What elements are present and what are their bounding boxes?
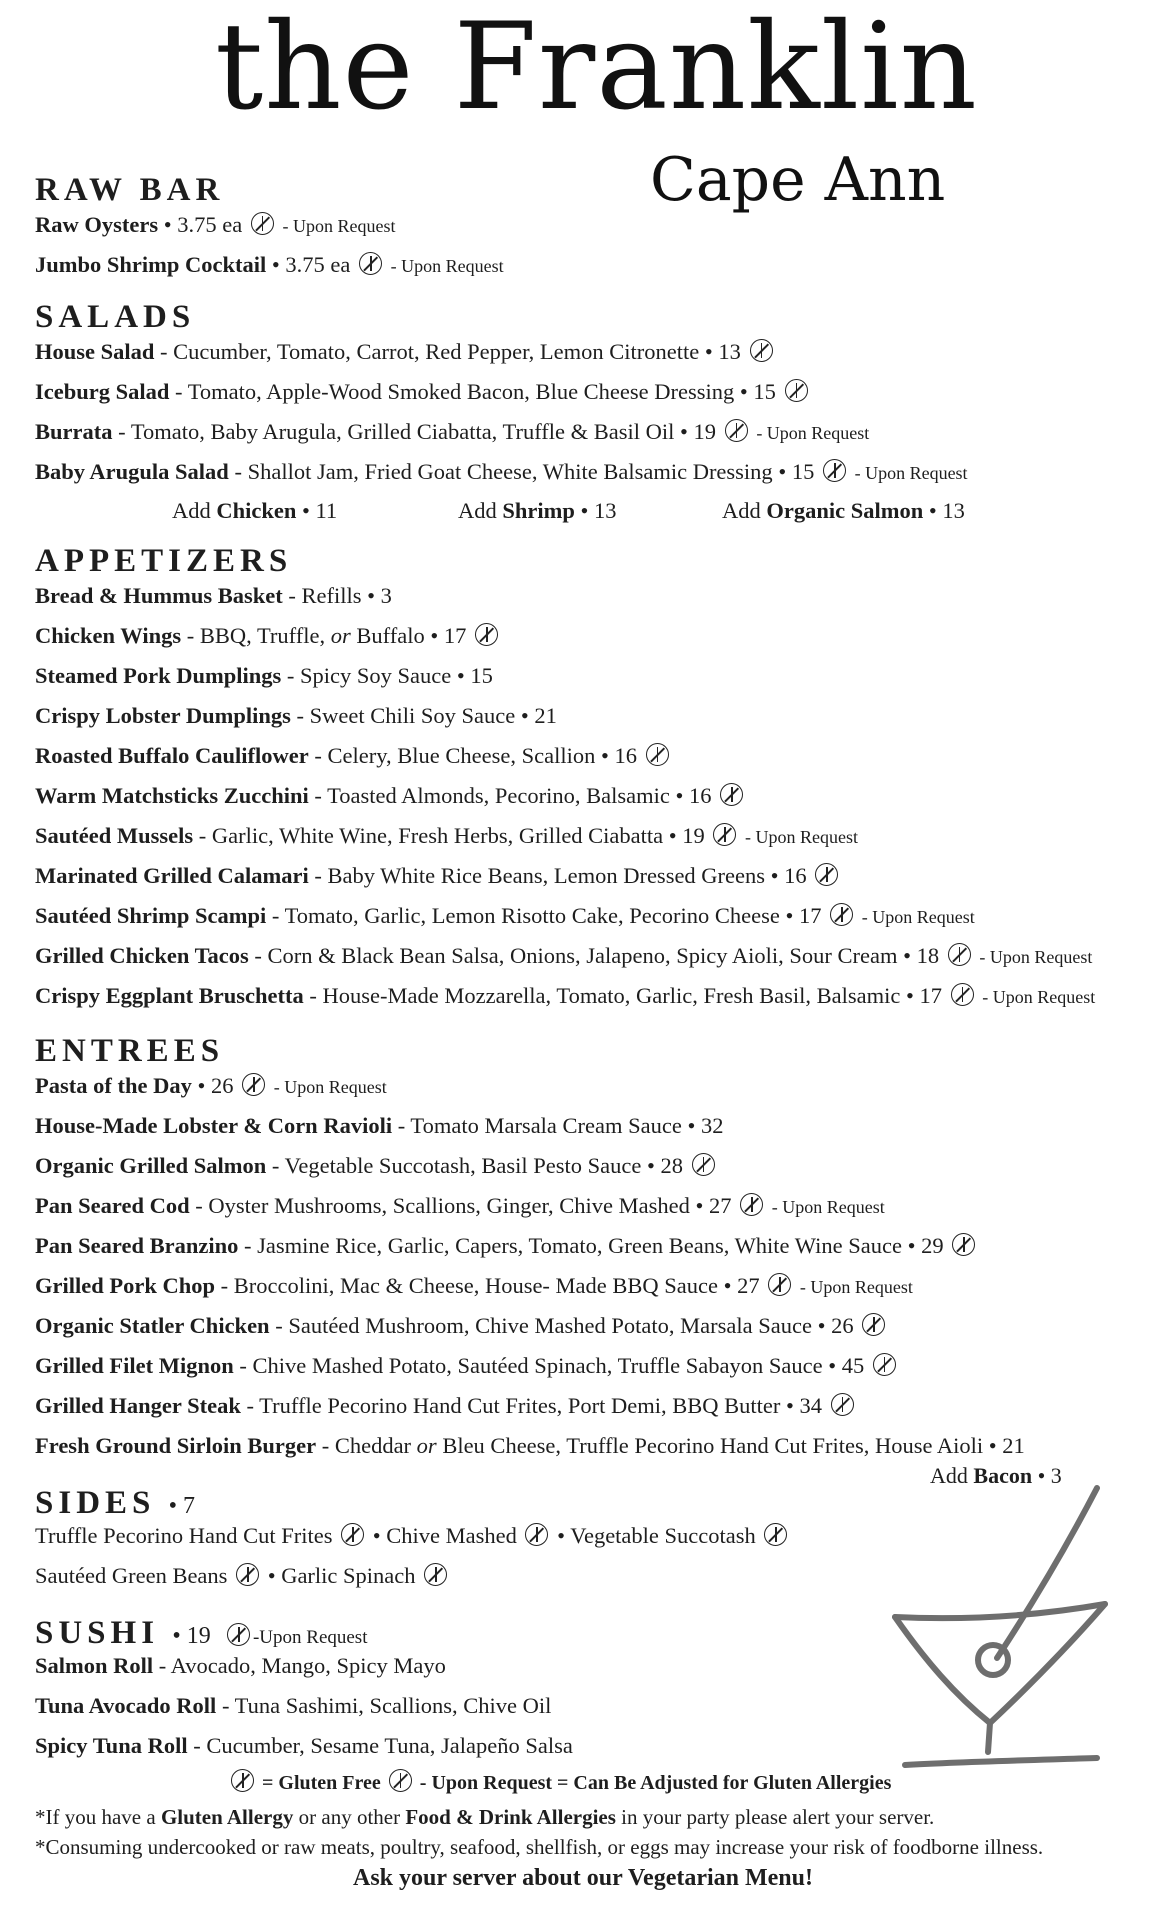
item-name: Grilled Hanger Steak bbox=[35, 1393, 241, 1418]
menu-item bbox=[35, 782, 746, 809]
item-desc: - Refills bbox=[282, 583, 362, 608]
item-price: • 13 bbox=[699, 339, 741, 364]
side-item: • Garlic Spinach bbox=[267, 1563, 416, 1588]
item-desc: - Sweet Chili Soy Sauce bbox=[290, 703, 516, 728]
item-desc-after: Buffalo bbox=[350, 623, 425, 648]
item-price: • 21 bbox=[515, 703, 557, 728]
item-price: • 32 bbox=[681, 1113, 724, 1138]
item-desc: - Vegetable Succotash, Basil Pesto Sauce bbox=[266, 1153, 642, 1178]
allergy-text: or any other bbox=[293, 1805, 406, 1829]
item-name: Grilled Pork Chop bbox=[35, 1273, 216, 1298]
item-name: House-Made Lobster & Corn Ravioli bbox=[35, 1113, 393, 1138]
addon-pre: Add bbox=[172, 498, 217, 523]
sides-line bbox=[35, 1562, 450, 1589]
item-name: Iceburg Salad bbox=[35, 379, 170, 404]
item-desc: - Broccolini, Mac & Cheese, House- Made BBQ Sauce bbox=[215, 1273, 719, 1298]
menu-item bbox=[35, 582, 392, 609]
gluten-free-icon bbox=[475, 623, 498, 646]
item-desc: - Tomato, Garlic, Lemon Risotto Cake, Pecorino Cheese bbox=[266, 903, 780, 928]
addon-name: Chicken bbox=[216, 498, 297, 523]
menu-item bbox=[35, 622, 501, 649]
item-price: • 29 bbox=[901, 1233, 944, 1258]
gluten-free-icon bbox=[646, 743, 669, 766]
item-name: Crispy Eggplant Bruschetta bbox=[35, 983, 304, 1008]
sushi-price: • 19 bbox=[172, 1623, 211, 1649]
item-name: Bread & Hummus Basket bbox=[35, 583, 283, 608]
item-name: Marinated Grilled Calamari bbox=[35, 863, 309, 888]
menu-item bbox=[35, 211, 395, 238]
item-note: - Upon Request bbox=[799, 1277, 913, 1297]
item-desc: - Avocado, Mango, Spicy Mayo bbox=[153, 1653, 446, 1678]
side-item: • Vegetable Succotash bbox=[557, 1523, 756, 1548]
item-name: Steamed Pork Dumplings bbox=[35, 663, 282, 688]
item-price: • 17 bbox=[900, 983, 943, 1008]
gluten-free-icon bbox=[424, 1563, 447, 1586]
side-item: Sautéed Green Beans bbox=[35, 1563, 228, 1588]
addon-price: • 13 bbox=[923, 498, 965, 523]
addon-name: Organic Salmon bbox=[766, 498, 924, 523]
item-name: Chicken Wings bbox=[35, 623, 182, 648]
item-note: - Upon Request bbox=[282, 216, 396, 236]
gluten-free-icon bbox=[227, 1623, 250, 1646]
item-price: • 17 bbox=[424, 623, 467, 648]
item-price: • 3.75 ea bbox=[266, 252, 351, 277]
menu-item bbox=[35, 662, 493, 689]
addon-price: • 11 bbox=[296, 498, 338, 523]
item-desc: - Jasmine Rice, Garlic, Capers, Tomato, Green Beans, White Wine Sauce bbox=[238, 1233, 902, 1258]
menu-item bbox=[35, 1152, 718, 1179]
gluten-free-icon bbox=[952, 1233, 975, 1256]
legend-gf: = Gluten Free bbox=[262, 1772, 381, 1794]
item-desc: - Cucumber, Sesame Tuna, Jalapeño Salsa bbox=[187, 1733, 573, 1758]
item-price: • 21 bbox=[983, 1433, 1025, 1458]
gluten-free-icon bbox=[862, 1313, 885, 1336]
item-name: Fresh Ground Sirloin Burger bbox=[35, 1433, 317, 1458]
sides-heading-text: SIDES bbox=[35, 1485, 156, 1521]
salad-addon bbox=[722, 497, 965, 524]
item-note: - Upon Request bbox=[982, 987, 1096, 1007]
legend-request: - Upon Request = Can Be Adjusted for Gluten Allergies bbox=[419, 1772, 892, 1794]
item-name: Baby Arugula Salad bbox=[35, 459, 229, 484]
item-price: • 19 bbox=[663, 823, 705, 848]
item-desc: - Corn & Black Bean Salsa, Onions, Jalapeno, Spicy Aioli, Sour Cream bbox=[248, 943, 898, 968]
menu-item bbox=[35, 251, 504, 278]
menu-item bbox=[35, 1652, 446, 1679]
appetizers-heading: APPETIZERS bbox=[35, 543, 293, 579]
salads-heading: SALADS bbox=[35, 299, 196, 335]
item-price: • 16 bbox=[669, 783, 712, 808]
addon-name: Shrimp bbox=[502, 498, 575, 523]
menu-item bbox=[35, 1432, 1025, 1459]
item-name: Grilled Filet Mignon bbox=[35, 1353, 234, 1378]
item-note: - Upon Request bbox=[745, 827, 859, 847]
item-name: Raw Oysters bbox=[35, 212, 159, 237]
item-price: • 15 bbox=[451, 663, 493, 688]
item-price: • 27 bbox=[689, 1193, 732, 1218]
item-desc-after: Bleu Cheese, Truffle Pecorino Hand Cut Frites, House Aioli bbox=[436, 1433, 984, 1458]
item-price: • 34 bbox=[780, 1393, 823, 1418]
item-desc: - Tuna Sashimi, Scallions, Chive Oil bbox=[216, 1693, 552, 1718]
gluten-free-icon bbox=[389, 1769, 412, 1792]
item-price: • 26 bbox=[811, 1313, 854, 1338]
gluten-free-icon bbox=[341, 1523, 364, 1546]
item-name: Sautéed Mussels bbox=[35, 823, 194, 848]
item-note: - Upon Request bbox=[979, 947, 1093, 967]
menu-item bbox=[35, 822, 858, 849]
gluten-free-icon bbox=[231, 1769, 254, 1792]
gluten-free-icon bbox=[785, 379, 808, 402]
legend bbox=[228, 1769, 891, 1795]
allergy-bold: Food & Drink Allergies bbox=[405, 1805, 616, 1829]
item-price: • 18 bbox=[897, 943, 940, 968]
gluten-free-icon bbox=[830, 903, 853, 926]
menu-item bbox=[35, 338, 776, 365]
item-price: • 17 bbox=[779, 903, 822, 928]
allergy-text: in your party please alert your server. bbox=[615, 1805, 935, 1829]
menu-item bbox=[35, 902, 975, 929]
addon-pre: Add bbox=[722, 498, 767, 523]
item-desc: - Tomato, Apple-Wood Smoked Bacon, Blue Cheese Dressing bbox=[169, 379, 735, 404]
item-price: • 3 bbox=[361, 583, 392, 608]
menu-item bbox=[35, 942, 1092, 969]
item-desc-italic: or bbox=[330, 623, 351, 648]
sides-line bbox=[35, 1522, 790, 1549]
item-name: Sautéed Shrimp Scampi bbox=[35, 903, 267, 928]
menu-item bbox=[35, 378, 811, 405]
item-name: Warm Matchsticks Zucchini bbox=[35, 783, 309, 808]
raw-food-warning: *Consuming undercooked or raw meats, poultry, seafood, shellfish, or eggs may increase your risk of foodborne illness. bbox=[35, 1835, 1044, 1859]
item-name: Roasted Buffalo Cauliflower bbox=[35, 743, 309, 768]
logo-subtitle: Cape Ann bbox=[650, 145, 946, 215]
item-desc: - Shallot Jam, Fried Goat Cheese, White Balsamic Dressing bbox=[228, 459, 773, 484]
addon-name: Bacon bbox=[973, 1463, 1033, 1488]
item-desc: - Sautéed Mushroom, Chive Mashed Potato, Marsala Sauce bbox=[269, 1313, 812, 1338]
menu-item bbox=[35, 1312, 888, 1339]
gluten-free-icon bbox=[948, 943, 971, 966]
item-price: • 28 bbox=[641, 1153, 684, 1178]
menu-item bbox=[35, 1392, 857, 1419]
item-price: • 45 bbox=[822, 1353, 865, 1378]
gluten-free-icon bbox=[725, 419, 748, 442]
item-name: Organic Statler Chicken bbox=[35, 1313, 270, 1338]
side-item: Truffle Pecorino Hand Cut Frites bbox=[35, 1523, 333, 1548]
item-desc: - Tomato, Baby Arugula, Grilled Ciabatta, Truffle & Basil Oil bbox=[112, 419, 675, 444]
sushi-heading bbox=[35, 1617, 367, 1650]
gluten-free-icon bbox=[750, 339, 773, 362]
item-desc: - Cheddar bbox=[316, 1433, 417, 1458]
addon-price: • 3 bbox=[1032, 1463, 1062, 1488]
gluten-free-icon bbox=[359, 252, 382, 275]
addon-price: • 13 bbox=[574, 498, 617, 523]
logo-title: the Franklin bbox=[215, 0, 978, 137]
gluten-free-icon bbox=[720, 783, 743, 806]
item-note: - Upon Request bbox=[390, 256, 504, 276]
item-name: Grilled Chicken Tacos bbox=[35, 943, 249, 968]
menu-item bbox=[35, 1112, 724, 1139]
item-note: - Upon Request bbox=[854, 463, 968, 483]
gluten-free-icon bbox=[525, 1523, 548, 1546]
gluten-free-icon bbox=[815, 863, 838, 886]
gluten-free-icon bbox=[242, 1073, 265, 1096]
item-note: - Upon Request bbox=[771, 1197, 885, 1217]
menu-item bbox=[35, 982, 1095, 1009]
item-desc: - Cucumber, Tomato, Carrot, Red Pepper, Lemon Citronette bbox=[154, 339, 700, 364]
item-name: House Salad bbox=[35, 339, 155, 364]
menu-item bbox=[35, 1072, 387, 1099]
item-note: - Upon Request bbox=[273, 1077, 387, 1097]
item-name: Crispy Lobster Dumplings bbox=[35, 703, 291, 728]
item-name: Pasta of the Day bbox=[35, 1073, 192, 1098]
gluten-free-icon bbox=[713, 823, 736, 846]
item-desc: - Oyster Mushrooms, Scallions, Ginger, Chive Mashed bbox=[189, 1193, 690, 1218]
item-price: • 16 bbox=[595, 743, 637, 768]
allergy-bold: Gluten Allergy bbox=[160, 1805, 294, 1829]
item-name: Burrata bbox=[35, 419, 113, 444]
gluten-free-icon bbox=[251, 212, 274, 235]
gluten-free-icon bbox=[831, 1393, 854, 1416]
item-price: • 15 bbox=[772, 459, 815, 484]
entrees-heading: ENTREES bbox=[35, 1033, 225, 1069]
item-name: Jumbo Shrimp Cocktail bbox=[35, 252, 267, 277]
gluten-free-icon bbox=[692, 1153, 715, 1176]
gluten-free-icon bbox=[823, 459, 846, 482]
raw-bar-heading: RAW BAR bbox=[35, 172, 225, 208]
item-desc: - BBQ, Truffle, bbox=[181, 623, 331, 648]
item-name: Organic Grilled Salmon bbox=[35, 1153, 267, 1178]
item-desc-italic: or bbox=[416, 1433, 437, 1458]
menu-item bbox=[35, 1192, 885, 1219]
item-desc: - Chive Mashed Potato, Sautéed Spinach, Truffle Sabayon Sauce bbox=[233, 1353, 823, 1378]
addon-pre: Add bbox=[930, 1463, 974, 1488]
item-desc: - House-Made Mozzarella, Tomato, Garlic, Fresh Basil, Balsamic bbox=[303, 983, 901, 1008]
menu-item bbox=[35, 742, 672, 769]
item-name: Pan Seared Cod bbox=[35, 1193, 190, 1218]
item-price: • 16 bbox=[765, 863, 807, 888]
item-price: • 15 bbox=[734, 379, 776, 404]
sushi-note: -Upon Request bbox=[252, 1627, 368, 1648]
item-note: - Upon Request bbox=[861, 907, 975, 927]
item-desc: - Baby White Rice Beans, Lemon Dressed Greens bbox=[308, 863, 766, 888]
item-name: Spicy Tuna Roll bbox=[35, 1733, 188, 1758]
menu-item bbox=[35, 1732, 573, 1759]
sides-heading bbox=[35, 1487, 195, 1520]
gluten-free-icon bbox=[236, 1563, 259, 1586]
menu-item bbox=[35, 862, 841, 889]
gluten-free-icon bbox=[764, 1523, 787, 1546]
item-price: • 19 bbox=[674, 419, 717, 444]
gluten-free-icon bbox=[951, 983, 974, 1006]
item-desc: - Toasted Almonds, Pecorino, Balsamic bbox=[308, 783, 670, 808]
gluten-free-icon bbox=[768, 1273, 791, 1296]
item-price: • 26 bbox=[191, 1073, 234, 1098]
menu-item bbox=[35, 1232, 978, 1259]
vegetarian-menu-note: Ask your server about our Vegetarian Menu! bbox=[352, 1865, 813, 1891]
item-name: Salmon Roll bbox=[35, 1653, 154, 1678]
menu-item bbox=[35, 702, 557, 729]
sushi-heading-text: SUSHI bbox=[35, 1615, 160, 1651]
salad-addon bbox=[458, 497, 617, 524]
item-note: - Upon Request bbox=[756, 423, 870, 443]
allergy-notice bbox=[35, 1805, 934, 1830]
item-name: Pan Seared Branzino bbox=[35, 1233, 239, 1258]
gluten-free-icon bbox=[740, 1193, 763, 1216]
addon-pre: Add bbox=[458, 498, 503, 523]
menu-item bbox=[35, 1352, 899, 1379]
item-desc: - Garlic, White Wine, Fresh Herbs, Grilled Ciabatta bbox=[193, 823, 664, 848]
item-desc: - Truffle Pecorino Hand Cut Frites, Port Demi, BBQ Butter bbox=[240, 1393, 781, 1418]
item-name: Tuna Avocado Roll bbox=[35, 1693, 217, 1718]
gluten-free-icon bbox=[873, 1353, 896, 1376]
item-desc: - Tomato Marsala Cream Sauce bbox=[392, 1113, 682, 1138]
item-desc: - Celery, Blue Cheese, Scallion bbox=[308, 743, 596, 768]
menu-item bbox=[35, 1272, 913, 1299]
item-desc: - Spicy Soy Sauce bbox=[281, 663, 452, 688]
sides-price: • 7 bbox=[168, 1493, 196, 1519]
menu-item bbox=[35, 418, 869, 445]
item-price: • 27 bbox=[718, 1273, 760, 1298]
menu-item bbox=[35, 458, 968, 485]
side-item: • Chive Mashed bbox=[372, 1523, 517, 1548]
allergy-text: *If you have a bbox=[35, 1805, 161, 1829]
salad-addon bbox=[172, 497, 337, 524]
menu-item bbox=[35, 1692, 551, 1719]
item-price: • 3.75 ea bbox=[158, 212, 243, 237]
martini-glass-icon bbox=[885, 1480, 1115, 1780]
